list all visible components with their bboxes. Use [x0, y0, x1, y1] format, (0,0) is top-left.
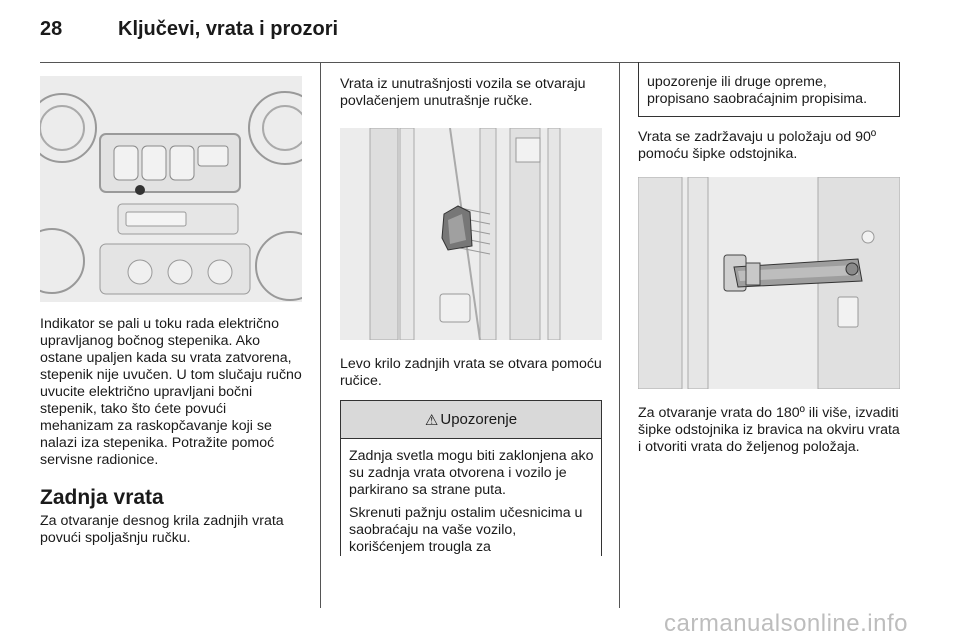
chapter-title: Ključevi, vrata i prozori: [118, 18, 339, 40]
dashboard-illustration: [40, 76, 302, 302]
inner-handle-paragraph: Vrata iz unutrašnjosti vozila se otvaraju povlačenjem unutrašnje ručke.: [340, 76, 586, 109]
page-number: 28: [40, 18, 63, 40]
watermark: carmanualsonline.info: [664, 610, 908, 637]
warning-continued: upozorenje ili druge opreme, propisano saobraćajnim propisima.: [638, 62, 900, 117]
rear-door-intro: Za otvaranje desnog krila zadnjih vrata povući spoljašnju ručku.: [40, 513, 284, 546]
warning-text-1: Zadnja svetla mogu biti zaklonjena ako su zadnja vrata otvorena i vozilo je parkirano sa strane puta.: [349, 448, 594, 498]
column-2: [340, 62, 602, 556]
warning-icon: ⚠: [424, 411, 439, 429]
left-wing-paragraph: Levo krilo zadnjih vrata se otvara pomoću ručice.: [340, 356, 602, 389]
page-header: [40, 18, 338, 48]
warning-text-2: Skrenuti pažnju ostalim učesnicima u saobraćaju na vaše vozilo, korišćenjem trougla za: [349, 505, 583, 555]
open-180-paragraph: Za otvaranje vrata do 180º ili više, izvaditi šipke odstojnika iz bravica na okviru vrata i otvoriti vrata do željenog položaja.: [638, 405, 900, 455]
section-heading: Zadnja vrata: [40, 486, 164, 509]
door-stop-illustration: [638, 177, 900, 389]
warning-box: [340, 400, 602, 556]
indicator-paragraph: Indikator se pali u toku rada električno upravljanog bočnog stepenika. Ako ostane upaljen kada su vrata zatvorena, stepenik nije uvučen. U tom slučaju ručno uvucite električno upravljani bočni stepenik, tako što ćete povući mehanizam za raskopčavanje koji se nalazi iza stepenika. Potražite pomoć servisne radionice.: [40, 316, 302, 468]
warning-body: [341, 439, 601, 556]
warning-title: Upozorenje: [440, 411, 518, 428]
column-divider-1: [320, 62, 321, 608]
warning-header: [341, 401, 601, 439]
column-3: [638, 62, 900, 456]
inner-handle-illustration: [340, 128, 602, 340]
column-divider-2: [619, 62, 620, 608]
column-1: [40, 62, 302, 547]
door-stop-paragraph: Vrata se zadržavaju u položaju od 90º pomoću šipke odstojnika.: [638, 129, 877, 162]
